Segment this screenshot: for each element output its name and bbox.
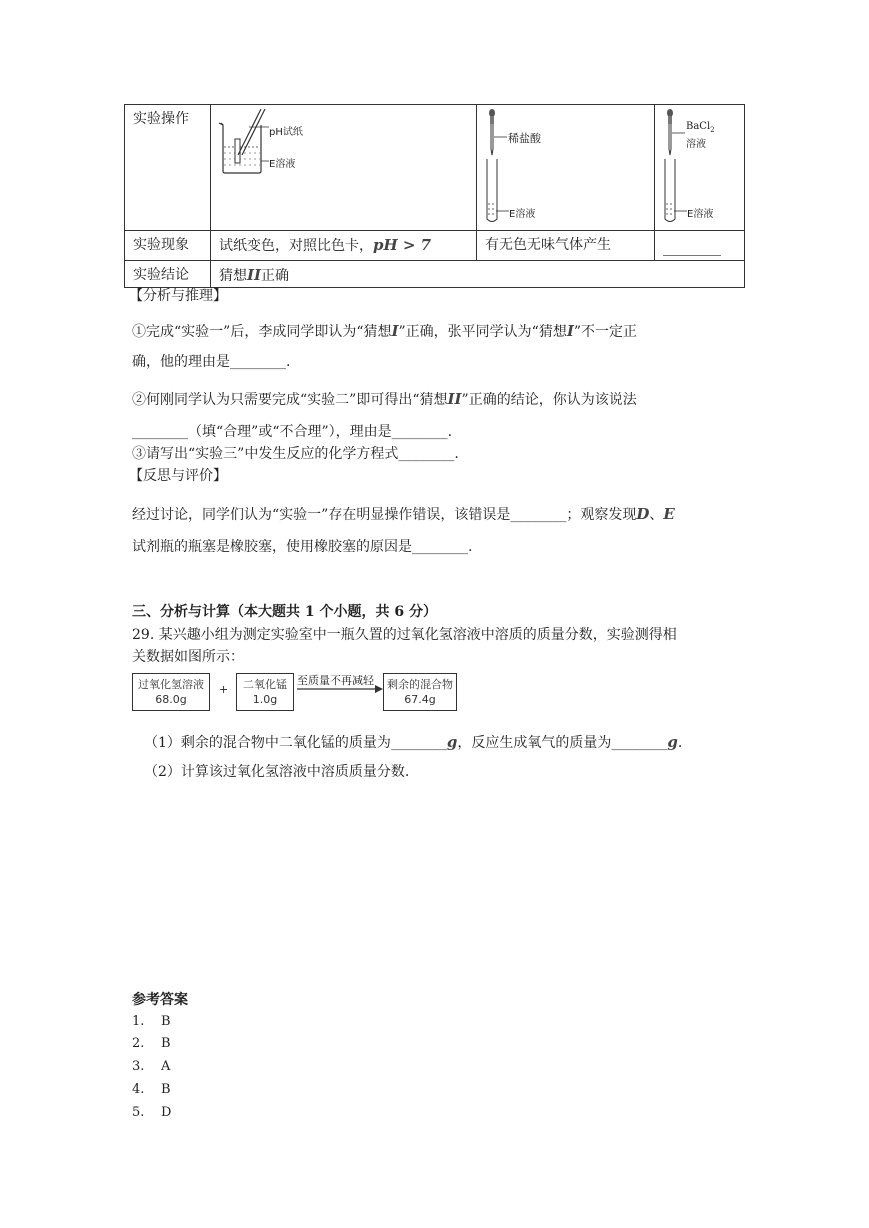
beaker-diagram [211,105,476,226]
phenomenon-cell-2: 有无色无味气体产生 [477,231,655,261]
analysis-p2-line1: ②何刚同学认为只需要完成“实验二”即可得出“猜想II”正确的结论，你认为该说法 [132,390,637,408]
analysis-heading: 【分析与推理】 [129,288,227,304]
table-row-operation [125,105,745,231]
question-29-line2: 关数据如图所示： [132,649,244,665]
row-header: 实验操作 [125,105,211,231]
answer-blank [663,243,721,256]
reflect-line1: 经过讨论，同学们认为“实验一”存在明显操作错误，该错误是________；观察发现D、E [132,505,675,523]
plus-sign: + [219,683,229,696]
answer-item: 2. B [132,1036,171,1051]
row-header: 实验结论 [125,261,211,288]
reaction-arrow-icon [295,684,385,694]
remaining-mixture-box: 剩余的混合物 67.4g [383,673,457,711]
question-29-line1: 29. 某兴趣小组为测定实验室中一瓶久置的过氧化氢溶液中溶质的质量分数，实验测得相 [132,627,677,643]
phenomenon-cell-3 [655,231,745,261]
sub-question-2: （2）计算该过氧化氢溶液中溶质质量分数. [144,764,410,780]
analysis-p3: ③请写出“实验三”中发生反应的化学方程式________. [132,446,459,462]
ph-test-illustration [211,105,477,231]
hydrogen-peroxide-box: 过氧化氢溶液 68.0g [132,673,210,711]
answer-item: 3. A [132,1059,171,1074]
hcl-test-illustration [477,105,655,231]
reflect-heading: 【反思与评价】 [129,468,227,484]
arrow-label: 至质量不再减轻 [297,674,374,687]
section3-heading: 三、分析与计算（本大题共 1 个小题，共 6 分） [132,604,437,620]
answer-item: 4. B [132,1082,171,1097]
answers-heading: 参考答案 [132,992,188,1008]
analysis-p2-line2: ________（填“合理”或“不合理”），理由是________. [132,424,453,440]
phenomenon-cell-1: 试纸变色，对照比色卡，pH > 7 [211,231,477,261]
sub-question-1: （1）剩余的混合物中二氧化锰的质量为________g，反应生成氧气的质量为________g. [144,733,683,751]
e-solution-label: E溶液 [509,209,536,220]
row-header: 实验现象 [125,231,211,261]
e-solution-label: E溶液 [687,209,714,220]
analysis-p1-line2: 确，他的理由是________. [132,354,291,370]
bacl2-label-b: 溶液 [686,139,706,150]
experiment-table [124,104,745,288]
ph-paper-label: pH试纸 [269,127,303,138]
e-solution-label: E溶液 [269,159,296,170]
bacl2-label-a: BaCl$_2$ [686,121,715,134]
bacl2-test-illustration [655,105,745,231]
reflect-line2: 试剂瓶的瓶塞是橡胶塞，使用橡胶塞的原因是________. [132,539,473,555]
answer-item: 1. B [132,1014,171,1029]
conclusion-cell: 猜想II正确 [211,261,745,288]
mno2-box: 二氧化锰 1.0g [236,673,294,711]
test-tube-hcl-diagram [477,105,654,226]
table-row-phenomenon [125,231,745,261]
dilute-hcl-label: 稀盐酸 [508,132,541,145]
table-row-conclusion [125,261,745,288]
analysis-p1-line1: ①完成“实验一”后，李成同学即认为“猜想I”正确，张平同学认为“猜想I”不一定正 [132,322,638,340]
answer-item: 5. D [132,1105,172,1120]
